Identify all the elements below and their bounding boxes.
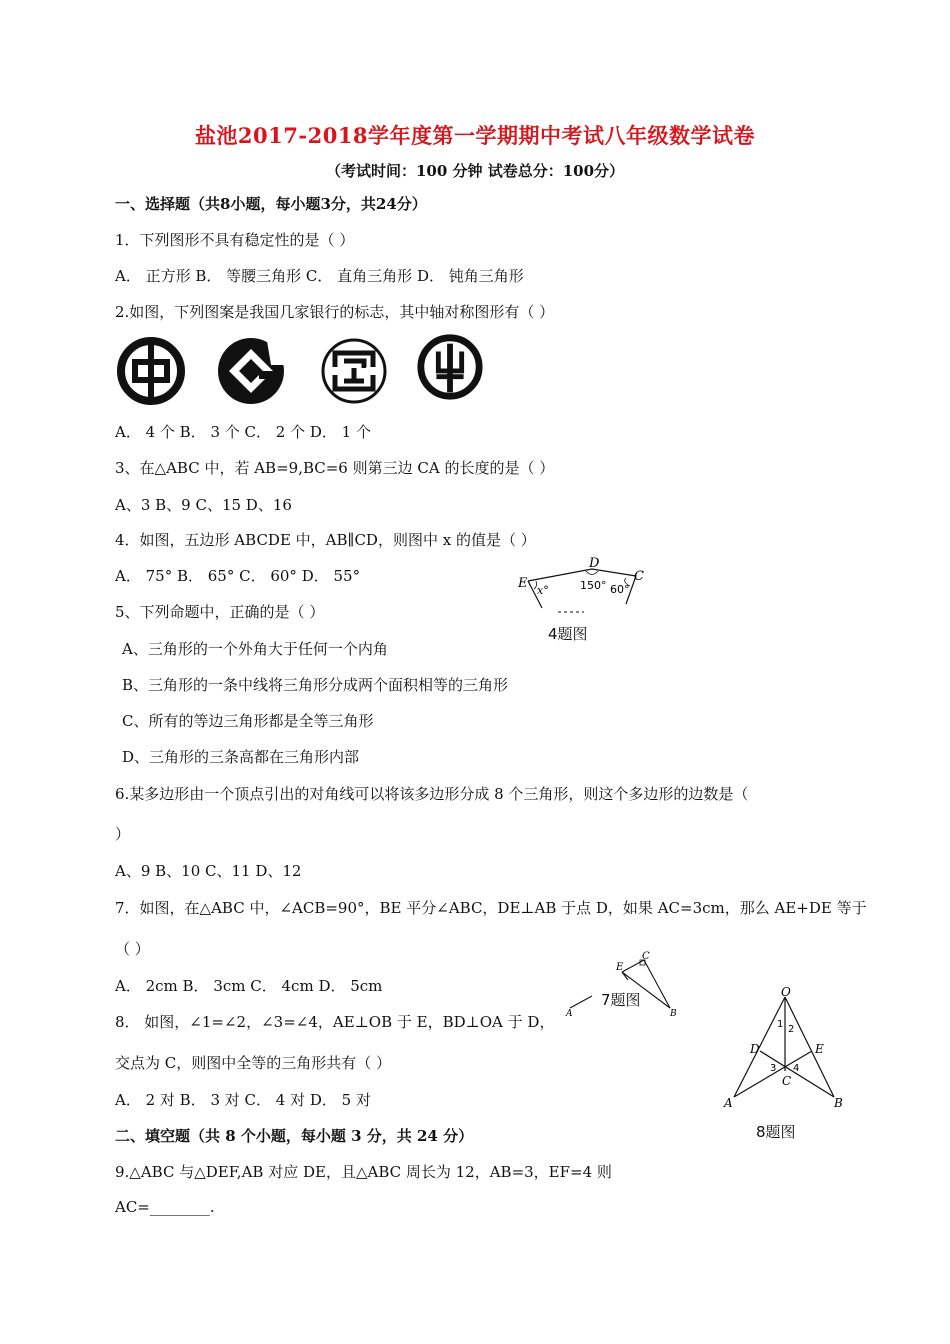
question-5-option-a: A、三角形的一个外角大于任何一个内角 (122, 640, 388, 658)
question-5-option-b: B、三角形的一条中线将三角形分成两个面积相等的三角形 (122, 676, 509, 694)
figure-4-pentagon (508, 556, 658, 618)
fig8-label-e: E (815, 1042, 824, 1056)
question-7-stem-cont: （ ） (115, 940, 150, 958)
question-3-stem: 3、在△ABC 中，若 AB=9,BC=6 则第三边 CA 的长度的是（ ） (115, 459, 555, 477)
question-1-options: A． 正方形 B． 等腰三角形 C． 直角三角形 D． 钝角三角形 (115, 267, 524, 285)
question-6-options: A、9 B、10 C、11 D、12 (115, 862, 302, 880)
page-title: 盐池2017-2018学年度第一学期期中考试八年级数学试卷 (194, 123, 756, 148)
figure-4-caption: 4题图 (548, 625, 588, 643)
fig4-angle-150: 150° (580, 579, 607, 592)
question-8-stem: 8． 如图，∠1=∠2，∠3=∠4，AE⊥OB 于 E，BD⊥OA 于 D， (115, 1013, 555, 1031)
fig8-label-d: D (750, 1042, 760, 1056)
question-7-options: A． 2cm B． 3cm C． 4cm D． 5cm (115, 977, 383, 995)
question-4-stem: 4．如图，五边形 ABCDE 中，AB∥CD，则图中 x 的值是（ ） (115, 531, 536, 549)
question-9-answer-blank: AC=________. (115, 1198, 215, 1216)
fig8-angle-4: 4 (793, 1063, 800, 1074)
fig8-label-c: C (782, 1074, 792, 1088)
fig8-label-a: A (724, 1096, 733, 1110)
section-fill-title: 二、填空题（共 8 个小题，每小题 3 分，共 24 分） (115, 1127, 474, 1145)
fig4-label-d: D (589, 556, 600, 571)
icbc-logo-icon (318, 335, 390, 407)
fig4-angle-x: x° (537, 584, 549, 597)
fig8-label-b: B (834, 1096, 843, 1110)
figure-8-caption: 8题图 (756, 1123, 796, 1141)
question-2-options: A． 4 个 B． 3 个 C． 2 个 D． 1 个 (115, 423, 371, 441)
question-5-option-c: C、所有的等边三角形都是全等三角形 (122, 712, 374, 730)
section-choice-title: 一、选择题（共8小题，每小题3分，共24分） (115, 195, 427, 213)
fig8-angle-1: 1 (777, 1019, 784, 1030)
question-5-stem: 5、下列命题中，正确的是（ ） (115, 603, 325, 621)
fig7-label-a: A (566, 1009, 573, 1018)
question-8-stem-cont: 交点为 C，则图中全等的三角形共有（ ） (115, 1054, 392, 1072)
question-8-options: A． 2 对 B． 3 对 C． 4 对 D． 5 对 (115, 1091, 371, 1109)
fig8-label-o: O (781, 985, 791, 999)
fig7-label-e: E (616, 962, 624, 973)
fig7-label-b: B (670, 1009, 677, 1018)
question-4-options: A． 75° B． 65° C． 60° D． 55° (115, 567, 361, 585)
question-6-stem: 6.某多边形由一个顶点引出的对角线可以将该多边形分成 8 个三角形，则这个多边形的边数是（ (115, 785, 749, 803)
fig8-angle-3: 3 (770, 1063, 777, 1074)
fig4-label-e: E (518, 576, 528, 591)
exam-info: （考试时间：100 分钟 试卷总分：100分） (325, 162, 625, 180)
question-7-stem: 7．如图，在△ABC 中，∠ACB=90°，BE 平分∠ABC，DE⊥AB 于点 D，如果 AC=3cm，那么 AE+DE 等于 (115, 899, 867, 917)
figure-7-caption: 7题图 (601, 991, 641, 1009)
fig7-label-c: C (642, 951, 650, 962)
agricultural-bank-logo-icon (415, 332, 485, 402)
fig4-label-c: C (634, 569, 644, 584)
question-5-option-d: D、三角形的三条高都在三角形内部 (122, 748, 360, 766)
question-1-stem: 1．下列图形不具有稳定性的是（ ） (115, 231, 355, 249)
question-2-stem: 2.如图，下列图案是我国几家银行的标志，其中轴对称图形有（ ） (115, 303, 555, 321)
figure-8-diagram (720, 985, 850, 1115)
question-3-options: A、3 B、9 C、15 D、16 (115, 496, 292, 514)
fig4-angle-60: 60° (610, 583, 630, 596)
fig8-angle-2: 2 (788, 1024, 795, 1035)
question-6-stem-cont: ） (115, 825, 131, 843)
question-9-stem: 9.△ABC 与△DEF,AB 对应 DE，且△ABC 周长为 12，AB=3，EF=4 则 (115, 1163, 612, 1181)
construction-bank-logo-icon (215, 335, 287, 407)
bank-of-china-logo-icon (115, 335, 187, 407)
